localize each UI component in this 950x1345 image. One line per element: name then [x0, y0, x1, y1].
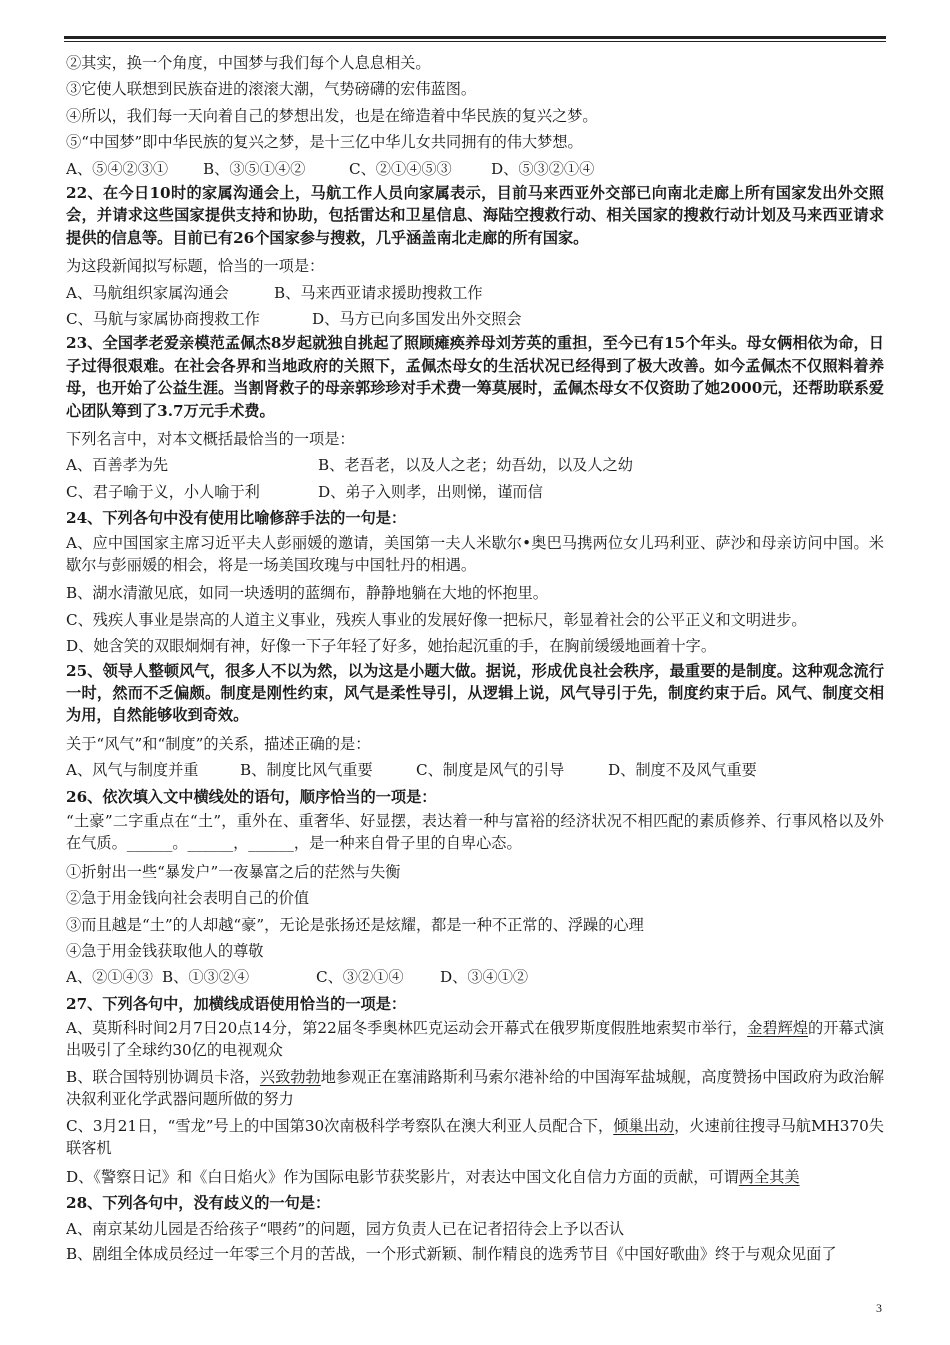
q21-options	[66, 156, 884, 182]
q27-option-c-idiom: 倾巢出动	[613, 1116, 675, 1135]
q28-option-a: A、南京某幼儿园是否给孩子“喂药”的问题，园方负责人已在记者招待会上予以否认	[66, 1220, 625, 1239]
q28-text: 、下列各句中，没有歧义的一句是：	[87, 1193, 331, 1212]
q27-option-c	[66, 1115, 884, 1160]
q22-text: 、在今日10时的家属沟通会上，马航工作人员向家属表示，目前马来西亚外交部已向南北走廊上所有国家发出外交照会，并请求这些国家提供支持和协助，包括雷达和卫星信息、海陆空搜救行动、相关国家的搜救行动计划及马来西亚请求提供的信息等。目前已有26个国家参与搜救，几乎涵盖南北走廊的所有国家。	[66, 183, 884, 247]
q27-stem	[66, 991, 884, 1017]
q24-option-b: B、湖水清澈见底，如同一块透明的蓝绸布，静静地躺在大地的怀抱里。	[66, 584, 548, 603]
q23-options-row2	[66, 479, 884, 505]
q27-option-d-before: D、《警察日记》和《白日焰火》作为国际电影节获奖影片，对表达中国文化自信力方面的贡献，可谓	[66, 1167, 739, 1186]
q25-number: 25	[66, 661, 88, 680]
q27-option-c-after: ，火速前往搜寻马航MH370失联客机	[66, 1116, 884, 1158]
q21-option-a: A、⑤④②③①	[66, 159, 169, 178]
q27-option-a-after: 的开幕式演出吸引了全球约30亿的电视观众	[66, 1019, 885, 1060]
q27-option-a	[66, 1017, 884, 1062]
q26-stem	[66, 784, 884, 810]
q24-text: 、下列各句中没有使用比喻修辞手法的一句是：	[87, 509, 407, 528]
q26-item-1: ①折射出一些“暴发户”一夜暴富之后的茫然与失衡	[66, 862, 401, 881]
q21-item-3: ③它使人联想到民族奋进的滚滚大潮，气势磅礴的宏伟蓝图。	[66, 80, 477, 99]
q26-passage: “土豪”二字重点在“土”，重外在、重奢华、好显摆，表达着一种与富裕的经济状况不相匹配的素质修养、行事风格以及外在气质。______。______，______，是一种来自骨子里的自卑心态。	[66, 811, 884, 853]
q24-option-a: A、应中国国家主席习近平夫人彭丽媛的邀请，美国第一夫人米歇尔•奥巴马携两位女儿玛利亚、萨沙和母亲访问中国。米歇尔与彭丽媛的相会，将是一场美国玫瑰与中国牡丹的相遇。	[66, 533, 884, 574]
q22-option-d: D、马方已向多国发出外交照会	[312, 309, 522, 328]
q25-prompt: 关于“风气”和“制度”的关系，描述正确的是：	[66, 734, 371, 753]
q22-option-a: A、马航组织家属沟通会	[66, 283, 229, 302]
q22-options-row1	[66, 280, 884, 306]
q25-option-a: A、风气与制度并重	[66, 761, 199, 780]
q23-option-c: C、君子喻于义，小人喻于利	[66, 482, 260, 501]
q26-option-a: A、②①④③	[66, 968, 153, 987]
page-number: 3	[876, 1301, 882, 1315]
q28-stem	[66, 1190, 884, 1216]
q26-options	[66, 964, 884, 990]
q26-item-4: ④急于用金钱获取他人的尊敬	[66, 941, 264, 960]
q22-stem	[66, 182, 884, 249]
q26-option-c: C、③②①④	[316, 968, 404, 987]
q22-option-b: B、马来西亚请求援助搜救工作	[274, 283, 483, 302]
q28-number: 28	[66, 1193, 88, 1212]
q23-prompt: 下列名言中，对本文概括最恰当的一项是：	[66, 429, 355, 448]
q27-text: 、下列各句中，加横线成语使用恰当的一项是：	[87, 994, 407, 1013]
q27-option-d	[66, 1164, 884, 1190]
q27-number: 27	[66, 994, 88, 1013]
q26-text: 、依次填入文中横线处的语句，顺序恰当的一项是：	[87, 787, 437, 806]
page-body	[66, 50, 884, 1269]
q21-item-2: ②其实，换一个角度，中国梦与我们每个人息息相关。	[66, 54, 431, 72]
q27-option-a-before: A、莫斯科时间2月7日20点14分，第22届冬季奥林匹克运动会开幕式在俄罗斯度假胜地索契市举行，	[66, 1019, 748, 1038]
q25-options	[66, 757, 884, 783]
q24-number: 24	[66, 509, 88, 528]
q25-stem	[66, 660, 884, 727]
q23-option-d: D、弟子入则孝，出则悌，谨而信	[318, 482, 543, 501]
q24-option-c: C、残疾人事业是崇高的人道主义事业，残疾人事业的发展好像一把标尺，彰显着社会的公平正义和文明进步。	[66, 610, 807, 629]
q21-item-5: ⑤“中国梦”即中华民族的复兴之梦，是十三亿中华儿女共同拥有的伟大梦想。	[66, 133, 583, 152]
q21-item-4: ④所以，我们每一天向着自己的梦想出发，也是在缔造着中华民族的复兴之梦。	[66, 106, 598, 125]
q26-item-2: ②急于用金钱向社会表明自己的价值	[66, 889, 309, 908]
q27-option-b-after: 地参观正在塞浦路斯利马索尔港补给的中国海军盐城舰，高度赞扬中国政府为政治解决叙利亚化学武器问题所做的努力	[66, 1067, 885, 1109]
q27-option-b-before: B、联合国特别协调员卡洛，	[66, 1067, 260, 1086]
q27-option-d-idiom: 两全其美	[738, 1167, 800, 1186]
q23-stem	[66, 332, 884, 422]
q21-option-b: B、③⑤①④②	[203, 159, 306, 178]
header-rule-thin	[64, 41, 886, 42]
q26-option-d: D、③④①②	[440, 968, 529, 987]
q22-options-row2	[66, 306, 884, 332]
q26-number: 26	[66, 787, 88, 806]
q25-option-b: B、制度比风气重要	[240, 761, 373, 780]
q25-option-c: C、制度是风气的引导	[416, 761, 565, 780]
q25-option-d: D、制度不及风气重要	[608, 761, 757, 780]
q21-option-d: D、⑤③②①④	[491, 159, 595, 178]
q22-prompt: 为这段新闻拟写标题，恰当的一项是：	[66, 257, 325, 276]
q28-option-b: B、剧组全体成员经过一年零三个月的苦战，一个形式新颖、制作精良的选秀节目《中国好歌曲》终于与观众见面了	[66, 1244, 837, 1263]
q24-stem	[66, 505, 884, 531]
q27-option-c-before: C、3月21日，“雪龙”号上的中国第30次南极科学考察队在澳大利亚人员配合下，	[66, 1116, 614, 1135]
q23-text: 、全国孝老爱亲模范孟佩杰8岁起就独自挑起了照顾瘫痪养母刘芳英的重担，至今已有15个年头。母女俩相依为命，日子过得很艰难。在社会各界和当地政府的关照下，孟佩杰母女的生活状况已经得到了极大改善。如今孟佩杰不仅照料着养母，也开始了公益生涯。当割肾救子的母亲郭珍珍对手术费一筹莫展时，孟佩杰母女不仅资助了她2000元，还帮助联系爱心团队筹到了3.7万元手术费。	[66, 334, 884, 420]
q23-options-row1	[66, 452, 884, 478]
q21-option-c: C、②①④⑤③	[349, 159, 452, 178]
q23-option-b: B、老吾老，以及人之老；幼吾幼，以及人之幼	[318, 456, 633, 475]
q23-number: 23	[66, 334, 88, 353]
q24-option-d: D、她含笑的双眼炯炯有神，好像一下子年轻了好多，她抬起沉重的手，在胸前缓缓地画着十字。	[66, 637, 717, 656]
q27-option-a-idiom: 金碧辉煌	[747, 1019, 809, 1038]
q27-option-b-idiom: 兴致勃勃	[259, 1067, 321, 1086]
q22-option-c: C、马航与家属协商搜救工作	[66, 309, 260, 328]
q27-option-b	[66, 1066, 884, 1111]
q26-item-3: ③而且越是“土”的人却越“豪”，无论是张扬还是炫耀，都是一种不正常的、浮躁的心理	[66, 915, 644, 934]
q25-text: 、领导人整顿风气，很多人不以为然，以为这是小题大做。据说，形成优良社会秩序，最重要的是制度。这种观念流行一时，然而不乏偏颇。制度是刚性约束，风气是柔性导引，从逻辑上说，风气导引于先，制度约束于后。风气、制度交相为用，自然能够收到奇效。	[66, 661, 884, 725]
header-rule	[64, 36, 886, 39]
q26-option-b: B、①③②④	[162, 968, 250, 987]
q22-number: 22	[66, 183, 88, 202]
q23-option-a: A、百善孝为先	[66, 456, 169, 475]
